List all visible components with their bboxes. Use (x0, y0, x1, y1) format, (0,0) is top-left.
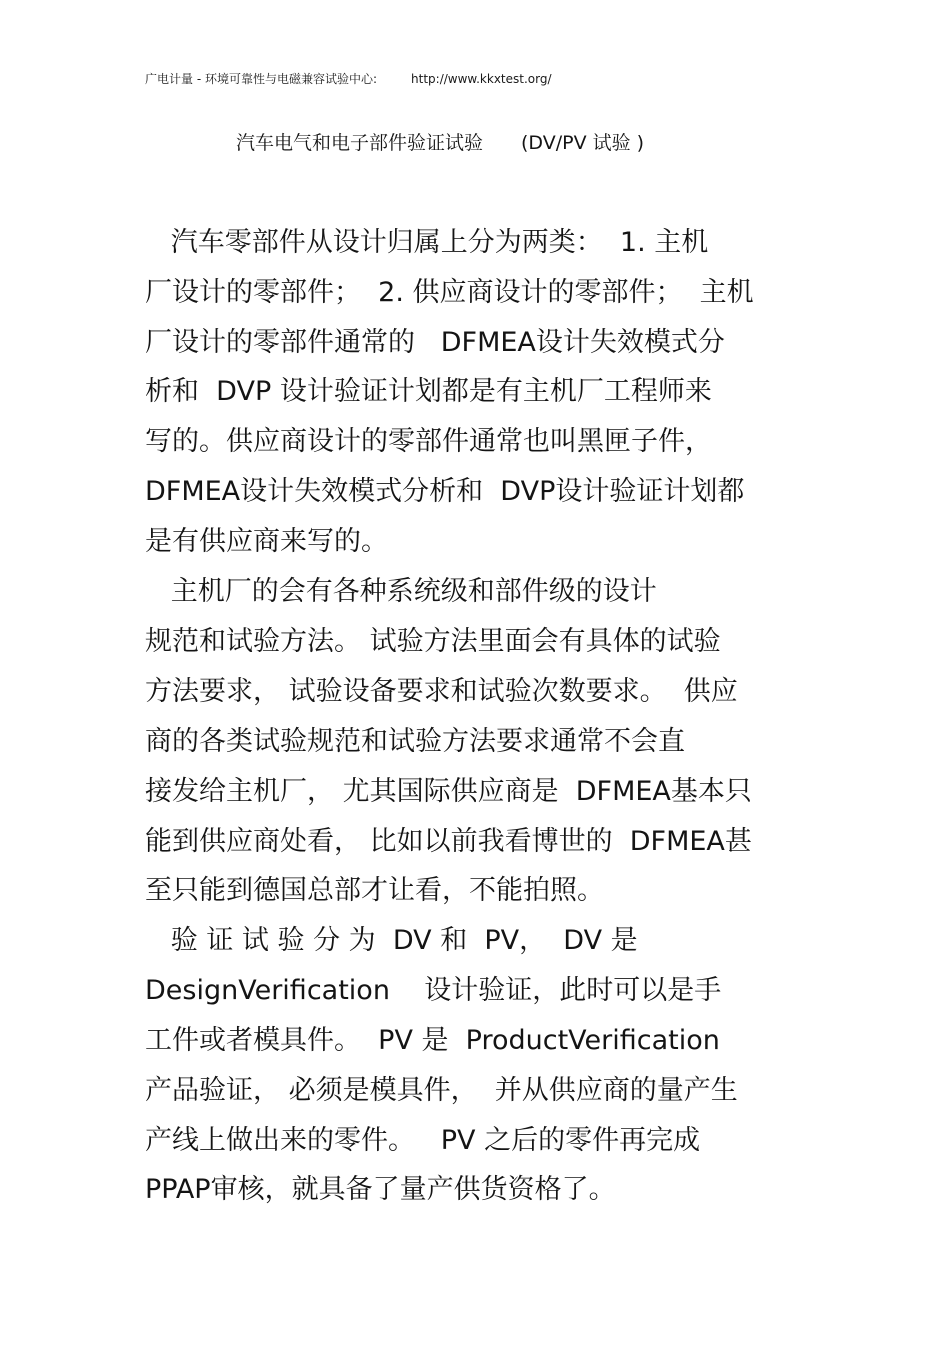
title-en: (DV/PV 试验 ) (521, 132, 645, 154)
body-line: 主机厂的会有各种系统级和部件级的设计 (145, 576, 657, 607)
body-line: 产线上做出来的零件。 PV 之后的零件再完成 (145, 1125, 701, 1156)
body-line: 方法要求， 试验设备要求和试验次数要求。 供应 (145, 676, 738, 707)
body-line: 是有供应商来写的。 (145, 526, 388, 557)
body-line: 商的各类试验规范和试验方法要求通常不会直 (145, 726, 685, 757)
body-line: 验 证 试 验 分 为 DV 和 PV， DV 是 (145, 925, 638, 956)
body-line: DFMEA设计失效模式分析和 DVP设计验证计划都 (145, 476, 745, 507)
body-line: 析和 DVP 设计验证计划都是有主机厂工程师来 (145, 376, 712, 407)
body-line: 至只能到德国总部才让看，不能拍照。 (145, 875, 604, 906)
header-url[interactable]: http://www.kkxtest.org/ (411, 72, 552, 86)
body-line: PPAP审核，就具备了量产供货资格了。 (145, 1174, 616, 1205)
body-line: 接发给主机厂， 尤其国际供应商是 DFMEA基本只 (145, 776, 752, 807)
document-title (236, 128, 644, 155)
body-line: 厂设计的零部件通常的 DFMEA设计失效模式分 (145, 327, 725, 358)
body-line: 产品验证， 必须是模具件， 并从供应商的量产生 (145, 1075, 738, 1106)
body-line: 工件或者模具件。 PV 是 ProductVerification (145, 1025, 720, 1056)
body-line: 规范和试验方法。 试验方法里面会有具体的试验 (145, 626, 721, 657)
page-header (145, 70, 552, 87)
body-line: 写的。供应商设计的零部件通常也叫黑匣子件， (145, 426, 712, 457)
header-source: 广电计量 - 环境可靠性与电磁兼容试验中心: (145, 72, 378, 86)
title-cn: 汽车电气和电子部件验证试验 (236, 132, 484, 154)
body-line: 汽车零部件从设计归属上分为两类： 1. 主机 (145, 227, 709, 258)
body-line: 能到供应商处看， 比如以前我看博世的 DFMEA甚 (145, 826, 752, 857)
body-line: 厂设计的零部件； 2. 供应商设计的零部件； 主机 (145, 277, 754, 308)
body-line: DesignVerification 设计验证，此时可以是手 (145, 975, 722, 1006)
